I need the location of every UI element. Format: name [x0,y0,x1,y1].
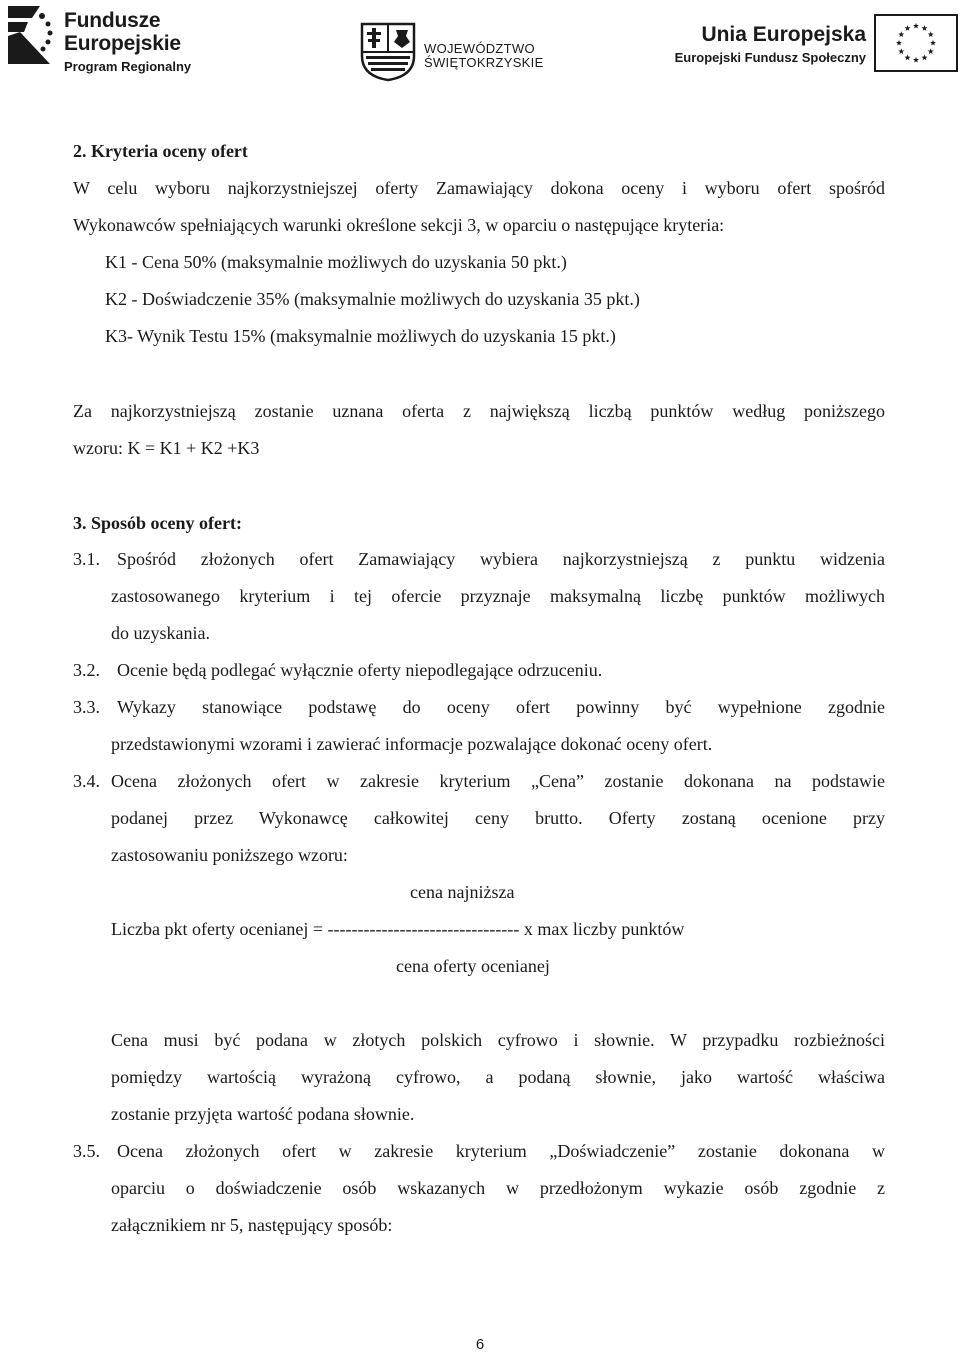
wojewodztwo-logo [360,22,560,82]
ws-logo-line1: WOJEWÓDZTWO [424,41,535,56]
fe-emblem-icon [6,2,58,70]
eu-flag-icon [874,14,958,72]
item-3-1-number: 3.1. [73,549,100,569]
fundusze-europejskie-logo [6,2,206,72]
criterion-k3: K3- Wynik Testu 15% (maksymalnie możliwych do uzyskania 15 pkt.) [105,326,616,346]
item-3-3-line1: Wykazy stanowiące podstawę do oceny ofert powinny być wypełnione zgodnie [117,697,885,717]
formula-denominator: cena oferty ocenianej [396,956,550,976]
formula-line1: Za najkorzystniejszą zostanie uznana oferta z największą liczbą punktów według poniższego [73,401,885,421]
item-3-3-line2: przedstawionymi wzorami i zawierać informacje pozwalające dokonać oceny ofert. [111,734,713,754]
fe-logo-line3: Program Regionalny [64,59,192,74]
section-2-heading: 2. Kryteria oceny ofert [73,141,248,161]
price-note-line3: zostanie przyjęta wartość podana słownie. [111,1104,415,1124]
item-3-4-line3: zastosowaniu poniższego wzoru: [111,845,348,865]
fe-logo-line2: Europejskie [64,32,181,55]
item-3-5-number: 3.5. [73,1141,100,1161]
item-3-4-line1: Ocena złożonych ofert w zakresie kryterium „Cena” zostanie dokonana na podstawie [111,771,885,791]
formula-main-line: Liczba pkt oferty ocenianej = -------------------------------- x max liczby punktów [111,919,685,939]
item-3-5-line3: załącznikiem nr 5, następujący sposób: [111,1215,393,1235]
item-3-3-number: 3.3. [73,697,100,717]
price-note-line2: pomiędzy wartością wyrażoną cyfrowo, a podaną słownie, jako wartość właściwa [111,1067,885,1087]
section-2-intro-line1: W celu wyboru najkorzystniejszej oferty Zamawiający dokona oceny i wyboru ofert spośród [73,178,885,198]
ws-logo-line2: ŚWIĘTOKRZYSKIE [424,54,544,70]
formula-numerator: cena najniższa [410,882,515,902]
ue-logo-line2: Europejski Fundusz Społeczny [674,50,866,65]
item-3-4-line2: podanej przez Wykonawcę całkowitej ceny brutto. Oferty zostaną ocenione przy [111,808,885,828]
section-3-heading: 3. Sposób oceny ofert: [73,513,242,533]
price-note-line1: Cena musi być podana w złotych polskich cyfrowo i słownie. W przypadku rozbieżności [111,1030,885,1050]
item-3-4-number: 3.4. [73,771,100,791]
item-3-1-line2: zastosowanego kryterium i tej ofercie przyznaje maksymalną liczbę punktów możliwych [111,586,885,606]
item-3-2-line1: Ocenie będą podlegać wyłącznie oferty niepodlegające odrzuceniu. [117,660,603,680]
item-3-2-number: 3.2. [73,660,100,680]
ue-logo-line1: Unia Europejska [701,23,866,46]
criterion-k2: K2 - Doświadczenie 35% (maksymalnie możliwych do uzyskania 35 pkt.) [105,289,640,309]
coat-of-arms-icon [360,22,416,82]
unia-europejska-logo [676,14,958,84]
section-2-intro-line2: Wykonawców spełniających warunki określone sekcji 3, w oparciu o następujące kryteria: [73,215,725,235]
item-3-5-line1: Ocena złożonych ofert w zakresie kryterium „Doświadczenie” zostanie dokonana w [117,1141,885,1161]
page-number: 6 [475,1336,485,1353]
fe-logo-line1: Fundusze [64,9,161,32]
item-3-1-line1: Spośród złożonych ofert Zamawiający wybiera najkorzystniejszą z punktu widzenia [117,549,885,569]
item-3-1-line3: do uzyskania. [111,623,210,643]
formula-line2: wzoru: K = K1 + K2 +K3 [73,438,260,458]
item-3-5-line2: oparciu o doświadczenie osób wskazanych w przedłożonym wykazie osób zgodnie z [111,1178,885,1198]
criterion-k1: K1 - Cena 50% (maksymalnie możliwych do uzyskania 50 pkt.) [105,252,567,272]
